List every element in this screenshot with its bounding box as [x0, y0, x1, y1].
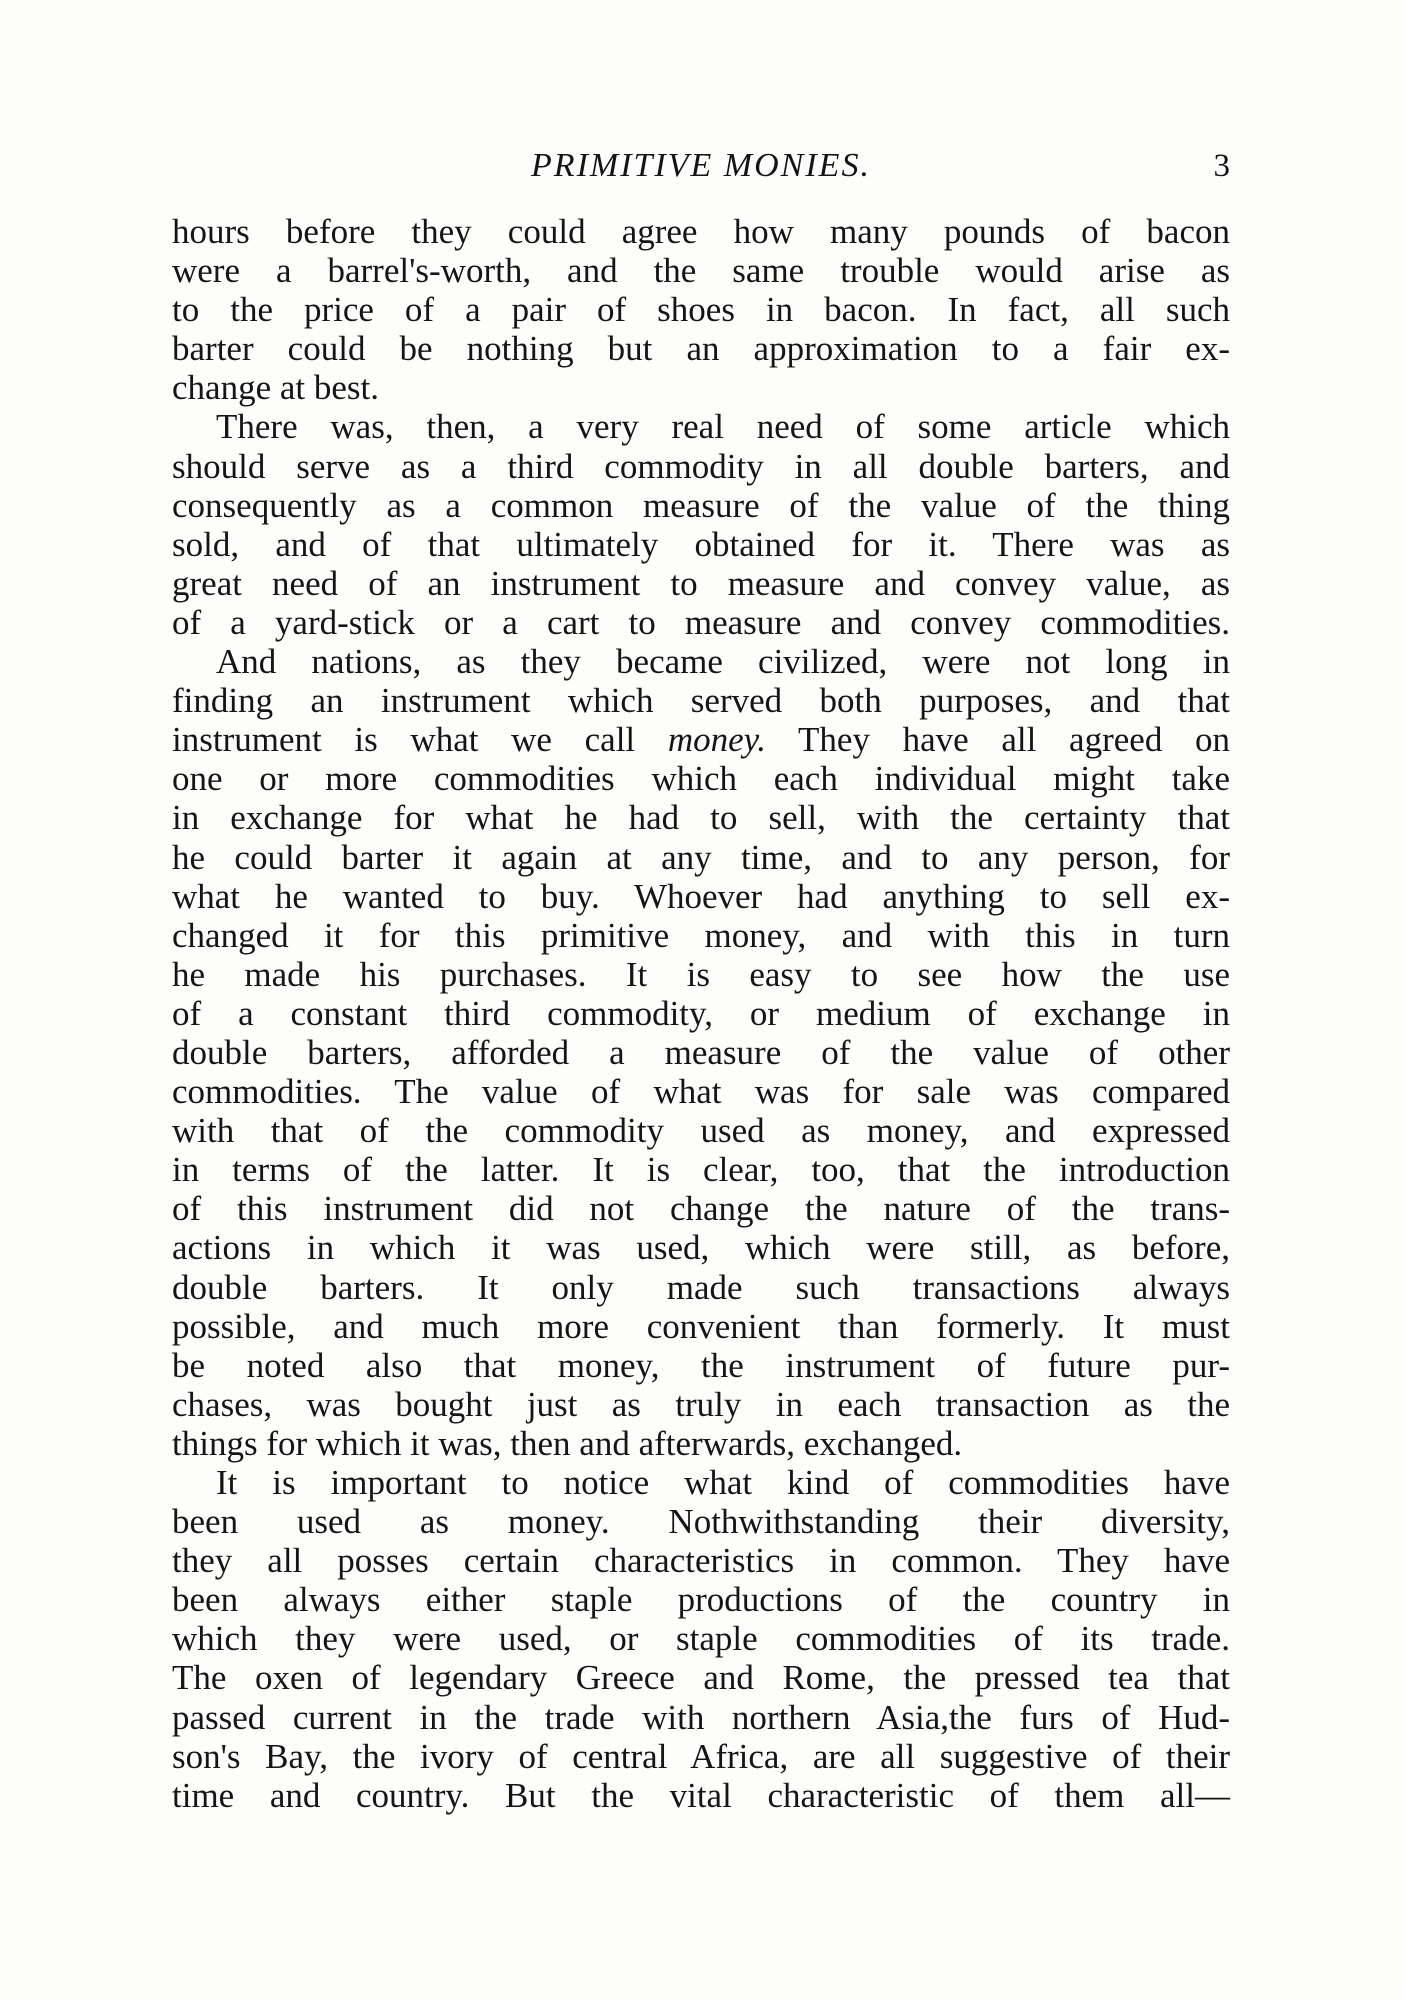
- text-line-with-italic: [172, 720, 1230, 759]
- text-line: been used as money. Nothwithstanding their diversity,: [172, 1502, 1230, 1542]
- text-line: of a constant third commodity, or medium of exchange in: [172, 993, 1230, 1033]
- text-line: change at best.: [172, 368, 379, 408]
- text-line: changed it for this primitive money, and with this in turn: [172, 915, 1230, 955]
- text-line: double barters. It only made such transactions always: [172, 1267, 1230, 1307]
- text-line: double barters, afforded a measure of the value of other: [172, 1032, 1230, 1072]
- text-line: of this instrument did not change the nature of the trans-: [172, 1189, 1230, 1229]
- text-line: of a yard-stick or a cart to measure and convey commodities.: [172, 602, 1230, 642]
- text-line: barter could be nothing but an approximation to a fair ex-: [172, 329, 1230, 369]
- text-line: actions in which it was used, which were still, as before,: [172, 1228, 1230, 1268]
- paragraph-first-line: There was, then, a very real need of some article which: [216, 407, 1230, 447]
- text-line: with that of the commodity used as money, and expressed: [172, 1111, 1230, 1151]
- text-line: consequently as a common measure of the value of the thing: [172, 485, 1230, 525]
- text-line: to the price of a pair of shoes in bacon. In fact, all such: [172, 290, 1230, 330]
- text-line: son's Bay, the ivory of central Africa, are all suggestive of their: [172, 1736, 1230, 1776]
- text-line: in terms of the latter. It is clear, too, that the introduction: [172, 1150, 1230, 1190]
- text-line: they all posses certain characteristics in common. They have: [172, 1541, 1230, 1581]
- text-line: were a barrel's-worth, and the same trouble would arise as: [172, 251, 1230, 291]
- text-line: time and country. But the vital characteristic of them all—: [172, 1775, 1230, 1815]
- text-line: hours before they could agree how many pounds of bacon: [172, 212, 1230, 251]
- text-line: be noted also that money, the instrument of future pur-: [172, 1345, 1230, 1385]
- text-line: things for which it was, then and afterwards, exchanged.: [172, 1423, 963, 1463]
- text-line: finding an instrument which served both purposes, and that: [172, 681, 1230, 721]
- text-line: which they were used, or staple commodities of its trade.: [172, 1619, 1230, 1659]
- text-segment: instrument is what we call: [172, 720, 668, 760]
- paragraph-first-line: It is important to notice what kind of commodities have: [216, 1463, 1230, 1502]
- running-head: PRIMITIVE MONIES.: [531, 147, 871, 184]
- text-line: possible, and much more convenient than formerly. It must: [172, 1306, 1230, 1346]
- text-line: great need of an instrument to measure and convey value, as: [172, 563, 1230, 603]
- text-line: what he wanted to buy. Whoever had anything to sell ex-: [172, 876, 1230, 916]
- text-line: in exchange for what he had to sell, with the certainty that: [172, 798, 1230, 838]
- text-line: he could barter it again at any time, and to any person, for: [172, 837, 1230, 877]
- text-line: The oxen of legendary Greece and Rome, the pressed tea that: [172, 1658, 1230, 1698]
- page-number: 3: [1213, 148, 1230, 184]
- text-line: sold, and of that ultimately obtained for it. There was as: [172, 524, 1230, 564]
- text-segment: They have all agreed on: [766, 720, 1230, 760]
- text-line: one or more commodities which each individual might take: [172, 759, 1230, 799]
- text-line: chases, was bought just as truly in each transaction as the: [172, 1384, 1230, 1424]
- text-line: should serve as a third commodity in all double barters, and: [172, 446, 1230, 486]
- text-line: he made his purchases. It is easy to see how the use: [172, 954, 1230, 994]
- body-text: [172, 212, 1230, 1815]
- text-line: commodities. The value of what was for sale was compared: [172, 1072, 1230, 1112]
- text-line: passed current in the trade with northern Asia,the furs of Hud-: [172, 1697, 1230, 1737]
- italic-term-money: money.: [667, 720, 766, 760]
- text-line: been always either staple productions of the country in: [172, 1580, 1230, 1620]
- page-header: [172, 142, 1230, 190]
- paragraph-first-line: And nations, as they became civilized, were not long in: [216, 642, 1230, 682]
